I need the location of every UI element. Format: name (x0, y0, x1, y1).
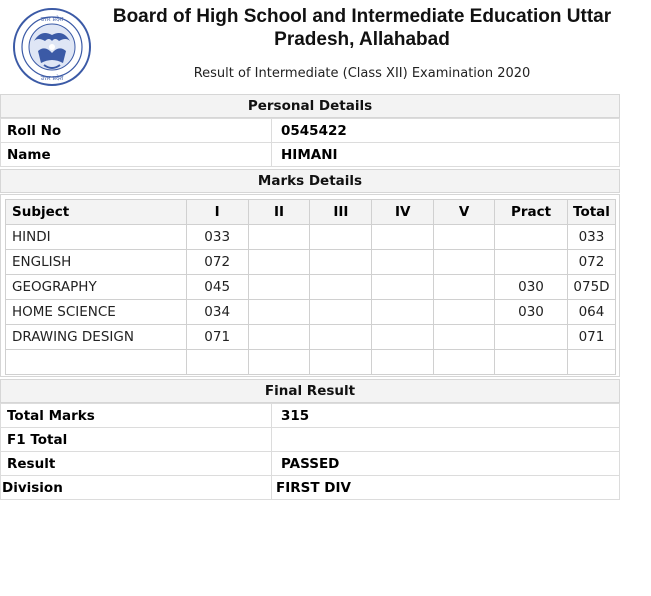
marks-cell: 072 (186, 250, 248, 275)
page-title: Board of High School and Intermediate Education Uttar Pradesh, Allahabad (112, 6, 612, 50)
table-row (1, 428, 620, 452)
marks-details-panel (0, 194, 620, 377)
marks-cell: 071 (567, 325, 615, 350)
marks-cell (310, 225, 372, 250)
marks-cell (434, 350, 495, 375)
marks-cell (248, 225, 310, 250)
col-header-i: I (186, 200, 248, 225)
total-marks-value: 315 (272, 404, 620, 428)
table-row (1, 119, 620, 143)
final-result-heading: Final Result (0, 379, 620, 403)
table-row (6, 350, 616, 375)
f1-total-value (272, 428, 620, 452)
marks-cell (186, 350, 248, 375)
marks-cell (434, 275, 495, 300)
f1-total-label: F1 Total (1, 428, 272, 452)
marks-cell (434, 225, 495, 250)
marks-cell (434, 300, 495, 325)
marks-header-row (6, 200, 616, 225)
table-row (1, 476, 620, 500)
marks-cell: 030 (495, 300, 568, 325)
marks-cell (310, 250, 372, 275)
table-row (1, 143, 620, 167)
svg-text:उत्तर प्रदेश: उत्तर प्रदेश (40, 16, 64, 23)
subject-cell: HINDI (6, 225, 187, 250)
marks-cell (372, 250, 434, 275)
subject-cell (6, 350, 187, 375)
col-header-total: Total (567, 200, 615, 225)
col-header-v: V (434, 200, 495, 225)
subject-cell: GEOGRAPHY (6, 275, 187, 300)
table-row (6, 300, 616, 325)
marks-cell: 033 (186, 225, 248, 250)
name-label: Name (1, 143, 272, 167)
name-value: HIMANI (272, 143, 620, 167)
total-marks-label: Total Marks (1, 404, 272, 428)
marks-cell: 064 (567, 300, 615, 325)
marks-cell: 045 (186, 275, 248, 300)
svg-text:उत्तर प्रदेश: उत्तर प्रदेश (40, 75, 64, 82)
result-label: Result (1, 452, 272, 476)
marks-cell (248, 250, 310, 275)
marks-table (5, 199, 616, 375)
col-header-ii: II (248, 200, 310, 225)
marks-cell (310, 325, 372, 350)
col-header-iv: IV (372, 200, 434, 225)
page-header (0, 0, 620, 92)
marks-cell (248, 350, 310, 375)
subject-cell: HOME SCIENCE (6, 300, 187, 325)
roll-no-value: 0545422 (272, 119, 620, 143)
marks-details-heading: Marks Details (0, 169, 620, 193)
marks-cell (248, 275, 310, 300)
up-emblem-logo (11, 7, 93, 87)
marks-cell (248, 325, 310, 350)
division-label: Division (1, 476, 272, 500)
marks-cell (495, 250, 568, 275)
table-row (6, 250, 616, 275)
marks-cell (495, 225, 568, 250)
table-row (6, 225, 616, 250)
subject-cell: ENGLISH (6, 250, 187, 275)
marks-cell: 030 (495, 275, 568, 300)
marks-cell: 075D (567, 275, 615, 300)
division-value: FIRST DIV (272, 476, 620, 500)
col-header-iii: III (310, 200, 372, 225)
marks-cell: 071 (186, 325, 248, 350)
marks-cell (248, 300, 310, 325)
personal-details-table (0, 118, 620, 167)
marks-cell: 033 (567, 225, 615, 250)
marks-cell (372, 225, 434, 250)
page-subtitle: Result of Intermediate (Class XII) Examination 2020 (193, 66, 531, 81)
marks-cell (434, 325, 495, 350)
marks-cell: 034 (186, 300, 248, 325)
personal-details-heading: Personal Details (0, 94, 620, 118)
marks-cell (310, 275, 372, 300)
marks-cell (495, 350, 568, 375)
marks-cell (310, 300, 372, 325)
table-row (6, 325, 616, 350)
marks-cell (495, 325, 568, 350)
marks-cell (434, 250, 495, 275)
marks-cell (372, 275, 434, 300)
marks-cell (372, 325, 434, 350)
table-row (6, 275, 616, 300)
subject-cell: DRAWING DESIGN (6, 325, 187, 350)
final-result-table (0, 403, 620, 500)
table-row (1, 452, 620, 476)
marks-cell (310, 350, 372, 375)
marks-cell (372, 300, 434, 325)
result-value: PASSED (272, 452, 620, 476)
table-row (1, 404, 620, 428)
roll-no-label: Roll No (1, 119, 272, 143)
marks-cell (567, 350, 615, 375)
col-header-subject: Subject (6, 200, 187, 225)
marks-cell: 072 (567, 250, 615, 275)
marks-cell (372, 350, 434, 375)
col-header-pract: Pract (495, 200, 568, 225)
